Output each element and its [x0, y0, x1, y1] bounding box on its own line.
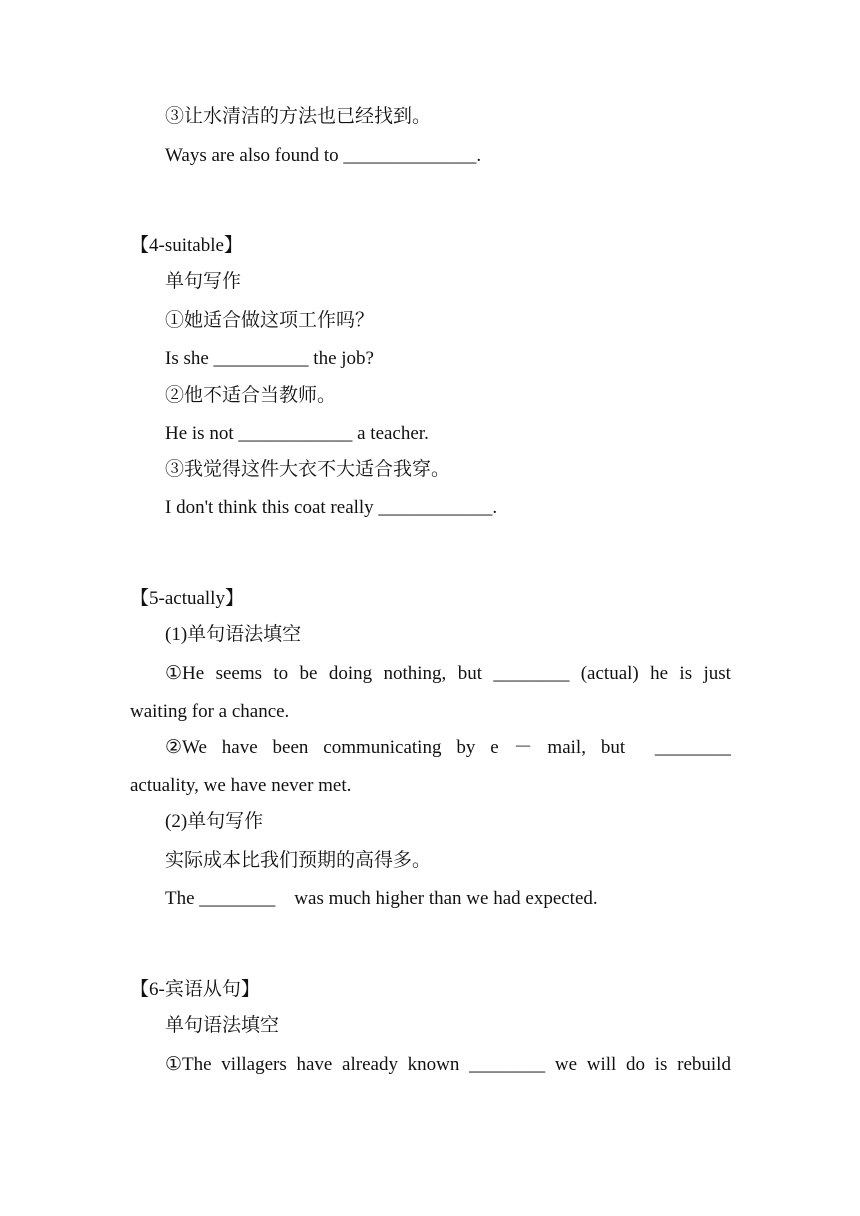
word: to	[273, 663, 289, 684]
blank: ________	[493, 663, 570, 684]
word: but	[600, 737, 626, 758]
blank: ________	[654, 737, 731, 758]
word: rebuild	[677, 1054, 731, 1075]
section5-part2-english: The ________ was much higher than we had expected.	[165, 888, 598, 909]
word: communicating	[323, 737, 442, 758]
word: ②We	[165, 737, 207, 758]
section5-part2-heading: (2)单句写作	[165, 811, 264, 832]
section5-part2-chinese: 实际成本比我们预期的高得多。	[165, 850, 432, 871]
word: but	[457, 663, 482, 684]
section3-item3-english: Ways are also found to ______________.	[165, 145, 482, 166]
section4-item2-chinese: ②他不适合当教师。	[165, 385, 337, 406]
section5-item2-line	[165, 736, 731, 760]
section6-item1-line	[165, 1053, 731, 1077]
word: known	[407, 1054, 460, 1075]
word: already	[342, 1054, 398, 1075]
section3-item3-chinese: ③让水清洁的方法也已经找到。	[165, 106, 432, 127]
section4-item1-chinese: ①她适合做这项工作吗？	[165, 310, 375, 331]
section4-item3-english: I don't think this coat really ____________.	[165, 497, 498, 518]
section4-item1-english: Is she __________ the job?	[165, 348, 374, 369]
section5-item1-line	[165, 662, 731, 686]
word: by	[456, 737, 476, 758]
section4-item2-english: He is not ____________ a teacher.	[165, 423, 429, 444]
section5-item1-continuation: waiting for a chance.	[130, 701, 290, 722]
section4-subheading: 单句写作	[165, 271, 242, 292]
section6-heading: 【6-宾语从句】	[130, 979, 260, 1000]
word: doing	[328, 663, 373, 684]
word: been	[272, 737, 309, 758]
word: be	[299, 663, 318, 684]
word: e	[490, 737, 499, 758]
word: we	[554, 1054, 577, 1075]
blank: ________	[469, 1054, 546, 1075]
word: he	[650, 663, 669, 684]
word: do	[626, 1054, 645, 1075]
section5-part1-heading: (1)单句语法填空	[165, 624, 302, 645]
word: have	[296, 1054, 333, 1075]
word: have	[221, 737, 258, 758]
section4-heading: 【4-suitable】	[130, 235, 243, 256]
word: is	[654, 1054, 668, 1075]
word: just	[703, 663, 731, 684]
word: is	[679, 663, 693, 684]
word: will	[586, 1054, 617, 1075]
section5-heading: 【5-actually】	[130, 588, 244, 609]
word: mail,	[547, 737, 586, 758]
word: villagers	[221, 1054, 287, 1075]
section6-subheading: 单句语法填空	[165, 1015, 280, 1036]
word: seems	[215, 663, 262, 684]
word: nothing,	[383, 663, 447, 684]
section5-item2-continuation: actuality, we have never met.	[130, 775, 352, 796]
word: －	[513, 737, 533, 758]
word: (actual)	[580, 663, 639, 684]
word: ①The	[165, 1054, 212, 1075]
section4-item3-chinese: ③我觉得这件大衣不大适合我穿。	[165, 459, 451, 480]
word: ①He	[165, 663, 205, 684]
